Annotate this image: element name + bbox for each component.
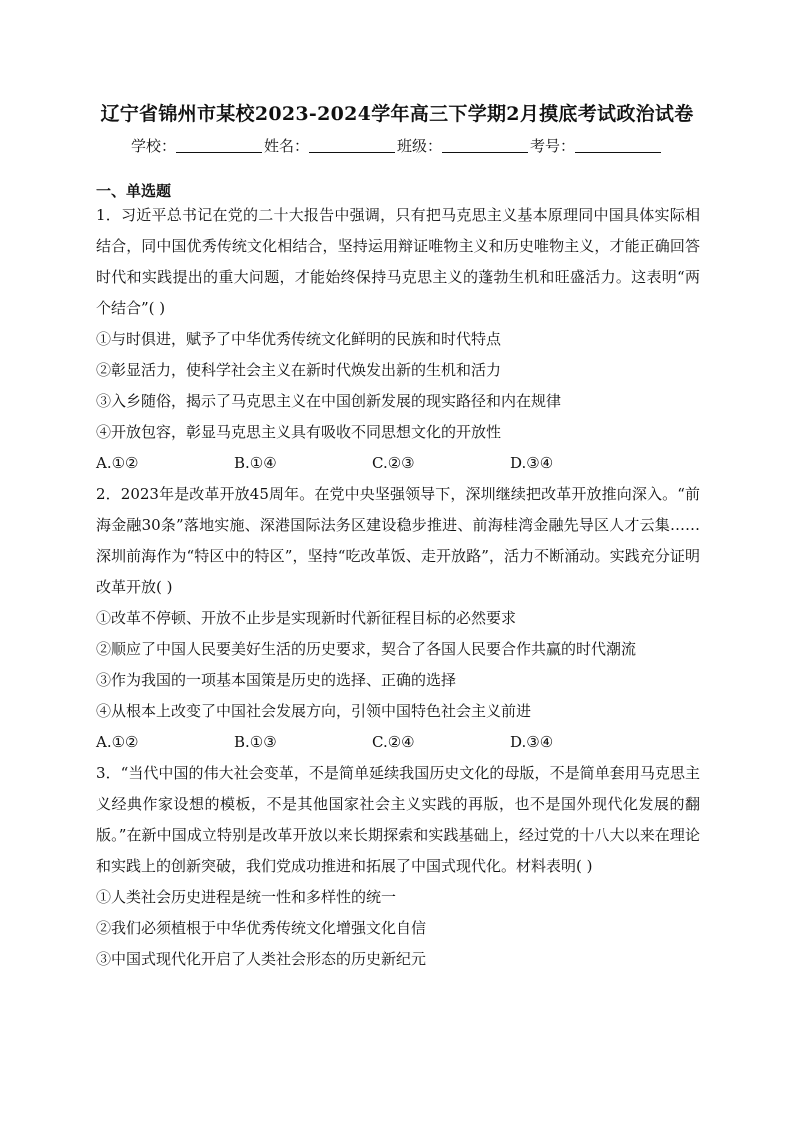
section-title: 一、单选题 (96, 182, 172, 200)
question-stem: 1．习近平总书记在党的二十大报告中强调，只有把马克思主义基本原理同中国具体实际相结合，同中国优秀传统文化相结合，坚持运用辩证唯物主义和历史唯物主义，才能正确回答时代和实践提出的重大问题，才能始终保持马克思主义的蓬勃生机和旺盛活力。这表明“两个结合”( ) (96, 206, 700, 317)
question-3 (96, 758, 700, 975)
choice-a: A.①② (96, 733, 139, 751)
statement-option: ①改革不停顿、开放不止步是实现新时代新征程目标的必然要求 (96, 609, 517, 627)
school-label: 学校： (130, 137, 176, 155)
exam-number-label: 考号： (530, 137, 576, 155)
statement-option: ①与时俱进，赋予了中华优秀传统文化鲜明的民族和时代特点 (96, 330, 502, 348)
class-blank (442, 136, 528, 153)
statement-option: ②我们必须植根于中华优秀传统文化增强文化自信 (96, 919, 427, 937)
choice-c: C.②④ (372, 733, 415, 751)
statement-option: ④从根本上改变了中国社会发展方向，引领中国特色社会主义前进 (96, 702, 532, 720)
statement-option: ③作为我国的一项基本国策是历史的选择、正确的选择 (96, 671, 457, 689)
student-info-row (0, 134, 794, 158)
statement-option: ③入乡随俗，揭示了马克思主义在中国创新发展的现实路径和内在规律 (96, 392, 562, 410)
choice-b: B.①③ (234, 733, 277, 751)
exam-number-blank (575, 136, 661, 153)
answer-choices (96, 727, 700, 758)
statement-option: ①人类社会历史进程是统一性和多样性的统一 (96, 888, 397, 906)
question-stem: 2．2023年是改革开放45周年。在党中央坚强领导下，深圳继续把改革开放推向深入。“前海金融30条”落地实施、深港国际法务区建设稳步推进、前海桂湾金融先导区人才云集……深圳前海作为“特区中的特区”，坚持“吃改革饭、走开放路”，活力不断涌动。实践充分证明改革开放( ) (96, 485, 700, 596)
statement-option: ④开放包容，彰显马克思主义具有吸收不同思想文化的开放性 (96, 423, 502, 441)
school-blank (176, 136, 262, 153)
question-2 (96, 479, 700, 758)
exam-title: 辽宁省锦州市某校2023-2024学年高三下学期2月摸底考试政治试卷 (100, 103, 694, 125)
answer-choices (96, 448, 700, 479)
questions-area (96, 200, 700, 975)
statement-option: ②顺应了中国人民要美好生活的历史要求，契合了各国人民要合作共赢的时代潮流 (96, 640, 637, 658)
class-label: 班级： (397, 137, 443, 155)
name-label: 姓名： (263, 137, 309, 155)
choice-a: A.①② (96, 454, 139, 472)
choice-c: C.②③ (372, 454, 415, 472)
question-stem: 3．“当代中国的伟大社会变革，不是简单延续我国历史文化的母版，不是简单套用马克思主义经典作家设想的模板，不是其他国家社会主义实践的再版，也不是国外现代化发展的翻版。”在新中国成立特别是改革开放以来长期探索和实践基础上，经过党的十八大以来在理论和实践上的创新突破，我们党成功推进和拓展了中国式现代化。材料表明( ) (96, 764, 700, 875)
question-1 (96, 200, 700, 479)
choice-d: D.③④ (510, 454, 554, 472)
choice-b: B.①④ (234, 454, 277, 472)
choice-d: D.③④ (510, 733, 554, 751)
statement-option: ③中国式现代化开启了人类社会形态的历史新纪元 (96, 950, 427, 968)
name-blank (309, 136, 395, 153)
statement-option: ②彰显活力，使科学社会主义在新时代焕发出新的生机和活力 (96, 361, 502, 379)
